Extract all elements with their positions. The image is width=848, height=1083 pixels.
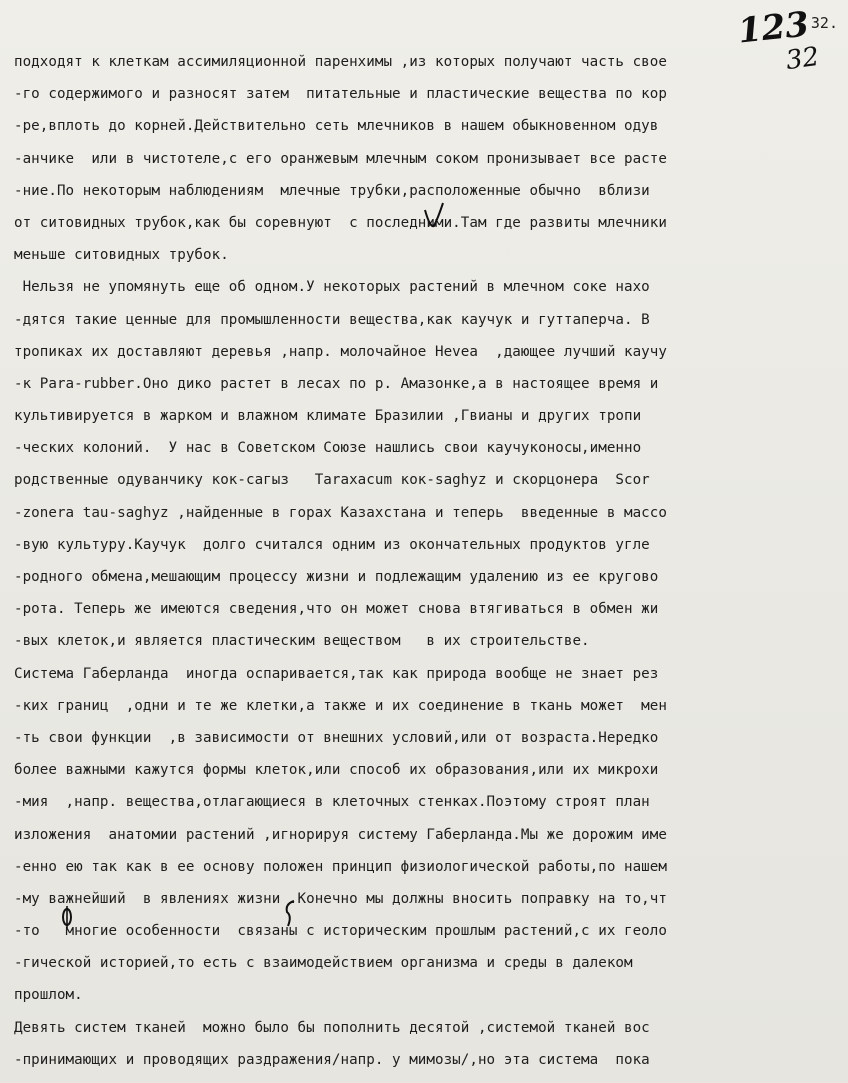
text-line: -рота. Теперь же имеются сведения,что он может снова втягиваться в обмен жи bbox=[14, 601, 659, 618]
handwritten-page-number: 123 bbox=[736, 4, 811, 52]
text-line: -ких границ ,одни и те же клетки,а также и их соединение в ткань может мен bbox=[14, 697, 667, 714]
text-line: меньше ситовидных трубок. bbox=[14, 247, 229, 264]
text-line: -zonera tau-saghyz ,найденные в горах Казахстана и теперь введенные в массо bbox=[14, 504, 667, 521]
text-line: -ние.По некоторым наблюдениям млечные трубки,расположенные обычно вблизи bbox=[14, 182, 650, 199]
text-line: -ть свои функции ,в зависимости от внешних условий,или от возраста.Нередко bbox=[14, 729, 659, 746]
text-line: -вых клеток,и является пластическим веществом в их строительстве. bbox=[14, 633, 590, 650]
text-line: культивируется в жарком и влажном климате Бразилии ,Гвианы и других тропи bbox=[14, 408, 642, 425]
handwritten-insert-mark bbox=[422, 200, 446, 230]
text-line: -вую культуру.Каучук долго считался одним из окончательных продуктов угле bbox=[14, 536, 650, 553]
text-line: подходят к клеткам ассимиляционной паренхимы ,из которых получают часть свое bbox=[14, 54, 667, 70]
text-line: Система Габерланда иногда оспаривается,так как природа вообще не знает рез bbox=[14, 665, 659, 682]
text-line: тропиках их доставляют деревья ,напр. молочайное Hevea ,дающее лучший каучу bbox=[14, 343, 667, 360]
text-line: -гической историей,то есть с взаимодействием организма и среды в далеком bbox=[14, 955, 633, 972]
text-line: -анчике или в чистотеле,с его оранжевым млечным соком пронизывает все расте bbox=[14, 150, 667, 167]
text-line: -то многие особенности связаны с историческим прошлым растений,с их геоло bbox=[14, 923, 667, 940]
text-line: -енно ею так как в ее основу положен принцип физиологической работы,по нашем bbox=[14, 858, 667, 875]
page-number: 32. bbox=[810, 14, 838, 32]
handwritten-insert-mark bbox=[60, 904, 74, 930]
text-line: -ре,вплоть до корней.Действительно сеть млечников в нашем обыкновенном одув bbox=[14, 118, 659, 135]
text-line: родственные одуванчику кок-сагыз Taraxacum кок-saghyz и скорцонера Scor bbox=[14, 472, 650, 489]
text-line: более важными кажутся формы клеток,или способ их образования,или их микрохи bbox=[14, 762, 659, 779]
handwritten-insert-mark bbox=[282, 898, 298, 928]
text-line: -мия ,напр. вещества,отлагающиеся в клеточных стенках.Поэтому строят план bbox=[14, 794, 650, 811]
text-line: -му важнейший в явлениях жизни .Конечно мы должны вносить поправку на то,чт bbox=[14, 890, 667, 907]
text-line: -ческих колоний. У нас в Советском Союзе нашлись свои каучуконосы,именно bbox=[14, 440, 642, 457]
text-line: -принимающих и проводящих раздражения/напр. у мимозы/,но эта система пока bbox=[14, 1051, 650, 1068]
text-line: изложения анатомии растений ,игнорируя систему Габерланда.Мы же дорожим име bbox=[14, 826, 667, 843]
text-line: -родного обмена,мешающим процессу жизни и подлежащим удалению из ее кругово bbox=[14, 569, 659, 585]
text-line: -го содержимого и разносят затем питательные и пластические вещества по кор bbox=[14, 86, 667, 103]
text-line: прошлом. bbox=[14, 987, 83, 1004]
text-line: Нельзя не упомянуть еще об одном.У некоторых растений в млечном соке нахо bbox=[14, 279, 650, 296]
text-line: -к Para-rubber.Оно дико растет в лесах по р. Амазонке,а в настоящее время и bbox=[14, 375, 659, 392]
text-line: Девять систем тканей можно было бы пополнить десятой ,системой тканей вос bbox=[14, 1019, 650, 1036]
text-line: от ситовидных трубок,как бы соревнуют с последними.Там где развиты млечники bbox=[14, 214, 667, 231]
text-line: -дятся такие ценные для промышленности вещества,как каучук и гуттаперча. В bbox=[14, 311, 650, 328]
handwritten-correction: 32 bbox=[784, 41, 822, 77]
